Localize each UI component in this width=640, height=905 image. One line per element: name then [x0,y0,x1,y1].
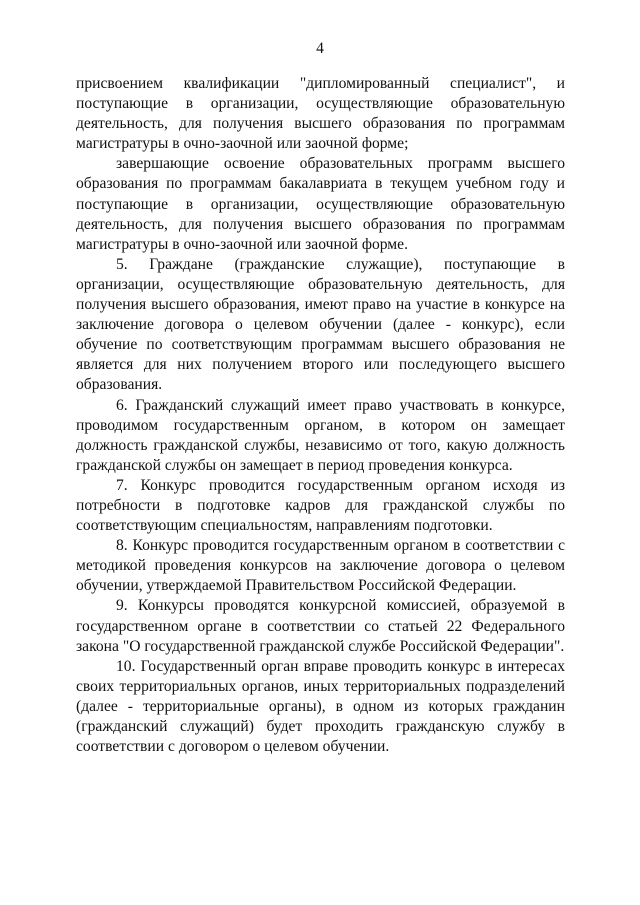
page-number: 4 [316,40,324,57]
paragraph-item-9: 9. Конкурсы проводятся конкурсной комиссией, образуемой в государственном органе в соответствии со статьей 22 Федерального закона "О государственной гражданской службе Российской Федерации". [76,597,565,655]
paragraph-item-6: 6. Гражданский служащий имеет право участвовать в конкурсе, проводимом государственным органом, в котором он замещает должность гражданской службы, независимо от того, какую должность гражданской службы он замещает в период проведения конкурса. [76,396,565,474]
paragraph-graduates-bachelor: завершающие освоение образовательных программ высшего образования по программам бакалавриата в текущем учебном году и поступающие в организации, осуществляющие образовательную деятельность, для получения высшего образования по программам магистратуры в очно-заочной или заочной форме. [76,155,565,253]
paragraph-continuation: присвоением квалификации "дипломированный специалист", и поступающие в организации, осуществляющие образовательную деятельность, для получения высшего образования по программам магистратуры в очно-заочной или заочной форме; [76,75,565,153]
document-body [76,74,565,757]
paragraph-item-8: 8. Конкурс проводится государственным органом в соответствии с методикой проведения конкурсов на заключение договора о целевом обучении, утверждаемой Правительством Российской Федерации. [76,537,565,595]
paragraph-item-10: 10. Государственный орган вправе проводить конкурс в интересах своих территориальных органов, иных территориальных подразделений (далее - территориальные органы), в одном из которых гражданин (гражданский служащий) будет проходить гражданскую службу в соответствии с договором о целевом обучении. [76,657,565,756]
paragraph-item-5: 5. Граждане (гражданские служащие), поступающие в организации, осуществляющие образовательную деятельность, для получения высшего образования, имеют право на участие в конкурсе на заключение договора о целевом обучении (далее - конкурс), если обучение по соответствующим программам высшего образования не является для них получением второго или последующего высшего образования. [76,255,565,394]
paragraph-item-7: 7. Конкурс проводится государственным органом исходя из потребности в подготовке кадров для гражданской службы по соответствующим специальностям, направлениям подготовки. [76,476,565,535]
